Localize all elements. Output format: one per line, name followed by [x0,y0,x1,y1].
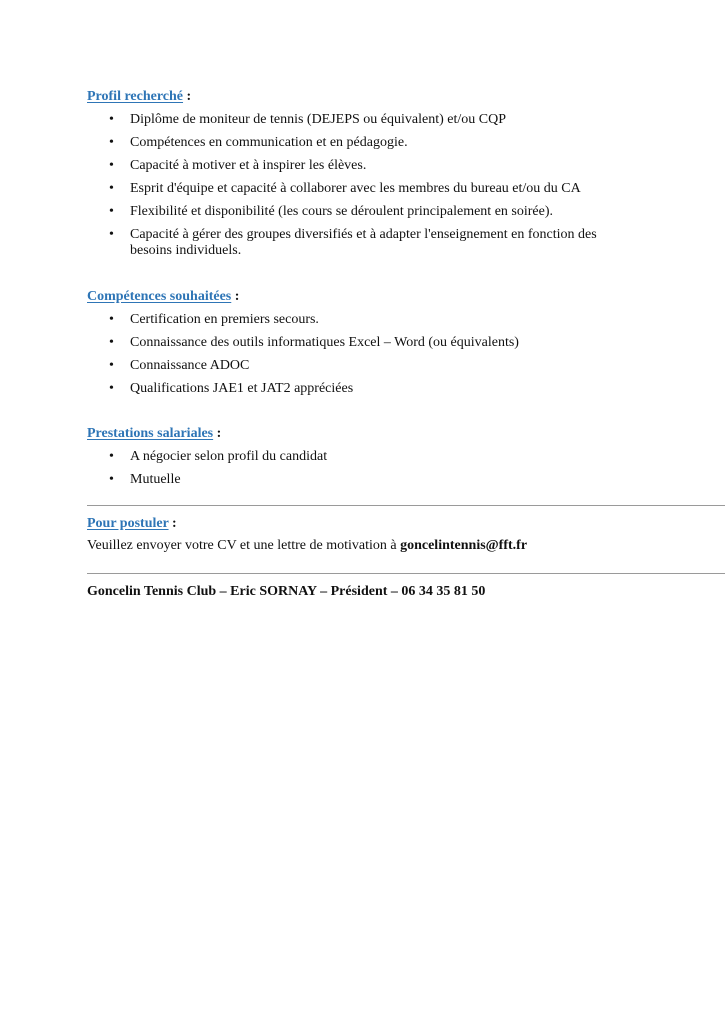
list-item-text: Qualifications JAE1 et JAT2 appréciées [130,381,354,396]
list-item [87,204,687,220]
heading-text: Profil recherché [87,89,184,104]
bullet-icon: • [109,381,114,396]
section-profil [87,88,687,259]
heading-text: Compétences souhaitées [87,289,232,304]
heading-colon: : [183,89,192,104]
list-item-text: Connaissance ADOC [130,358,250,373]
bullet-icon: • [109,158,114,173]
divider [87,573,725,574]
bullet-icon: • [109,181,114,196]
bullet-icon: • [109,112,114,127]
list-item [87,181,687,197]
bullet-icon: • [109,335,114,350]
heading-text: Pour postuler [87,516,169,531]
list-item-text: Certification en premiers secours. [130,312,319,327]
footer-contact: Goncelin Tennis Club – Eric SORNAY – Président – 06 34 35 81 50 [87,584,486,599]
contact-email: goncelintennis@fft.fr [400,538,528,553]
bullet-list-prestations [87,449,687,488]
section-heading-profil [87,88,687,105]
divider [87,505,725,506]
section-heading-competences [87,288,687,305]
list-item [87,449,687,465]
bullet-icon: • [109,204,114,219]
heading-colon: : [231,289,240,304]
section-postuler [87,515,687,554]
bullet-icon: • [109,135,114,150]
list-item [87,335,687,351]
bullet-icon: • [109,227,114,242]
list-item [87,158,687,174]
apply-text: Veuillez envoyer votre CV et une lettre de motivation à [87,538,401,553]
list-item [87,227,630,259]
list-item-text: Connaissance des outils informatiques Excel – Word (ou équivalents) [130,335,519,350]
bullet-icon: • [109,449,114,464]
bullet-list-competences [87,312,687,397]
list-item-text: Esprit d'équipe et capacité à collaborer avec les membres du bureau et/ou du CA [130,181,581,196]
list-item-text: Capacité à gérer des groupes diversifiés et à adapter l'enseignement en fonction des besoins individuels. [130,227,597,258]
heading-colon: : [213,426,222,441]
section-heading-postuler [87,515,687,532]
bullet-icon: • [109,358,114,373]
section-heading-prestations [87,425,687,442]
apply-instructions [87,538,687,554]
list-item-text: A négocier selon profil du candidat [130,449,328,464]
bullet-list-profil [87,112,687,259]
list-item [87,472,687,488]
bullet-icon: • [109,472,114,487]
list-item-text: Compétences en communication et en pédagogie. [130,135,408,150]
list-item [87,112,687,128]
list-item-text: Capacité à motiver et à inspirer les élèves. [130,158,367,173]
list-item-text: Mutuelle [130,472,181,487]
list-item [87,135,687,151]
heading-colon: : [168,516,177,531]
list-item [87,312,687,328]
list-item-text: Flexibilité et disponibilité (les cours se déroulent principalement en soirée). [130,204,553,219]
section-prestations [87,425,687,488]
bullet-icon: • [109,312,114,327]
heading-text: Prestations salariales [87,426,214,441]
list-item-text: Diplôme de moniteur de tennis (DEJEPS ou équivalent) et/ou CQP [130,112,507,127]
list-item [87,381,687,397]
list-item [87,358,687,374]
section-competences [87,288,687,397]
